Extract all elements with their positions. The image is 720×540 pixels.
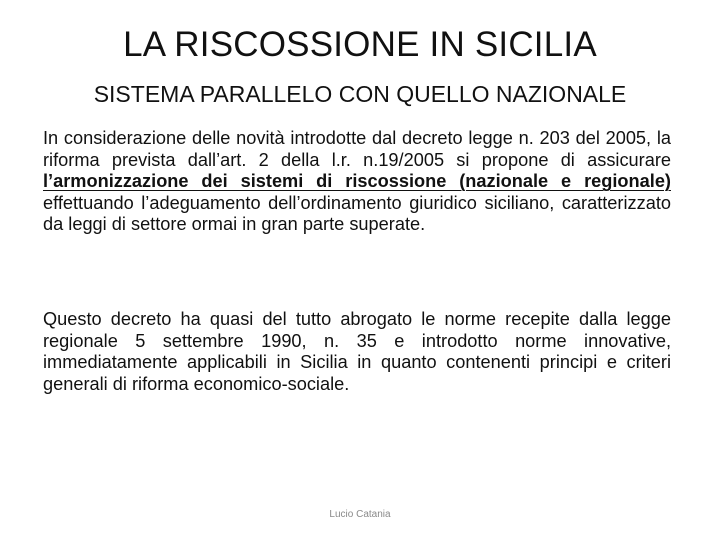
- paragraph1-outro: effettuando l’adeguamento dell’ordinamento giuridico siciliano, caratterizzato da leggi di settore ormai in gran parte superate.: [43, 192, 671, 234]
- paragraph1-emphasis: l’armonizzazione dei sistemi di riscossione (nazionale e regionale): [43, 171, 671, 191]
- slide-subtitle: SISTEMA PARALLELO CON QUELLO NAZIONALE: [93, 81, 627, 107]
- slide-title: LA RISCOSSIONE IN SICILIA: [123, 25, 597, 64]
- paragraph-decreto: Questo decreto ha quasi del tutto abrogato le norme recepite dalla legge regionale 5 settembre 1990, n. 35 e introdotto norme innovative, immediatamente applicabili in Sicilia in quanto contenenti principi e criteri generali di riforma economico-sociale.: [43, 309, 671, 394]
- paragraph-armonizzazione: [43, 128, 671, 236]
- paragraph1-intro: In considerazione delle novità introdotte dal decreto legge n. 203 del 2005, la riforma prevista dall’art. 2 della l.r. n.19/2005 si propone di assicurare: [43, 128, 671, 170]
- footer-author: Lucio Catania: [329, 509, 391, 520]
